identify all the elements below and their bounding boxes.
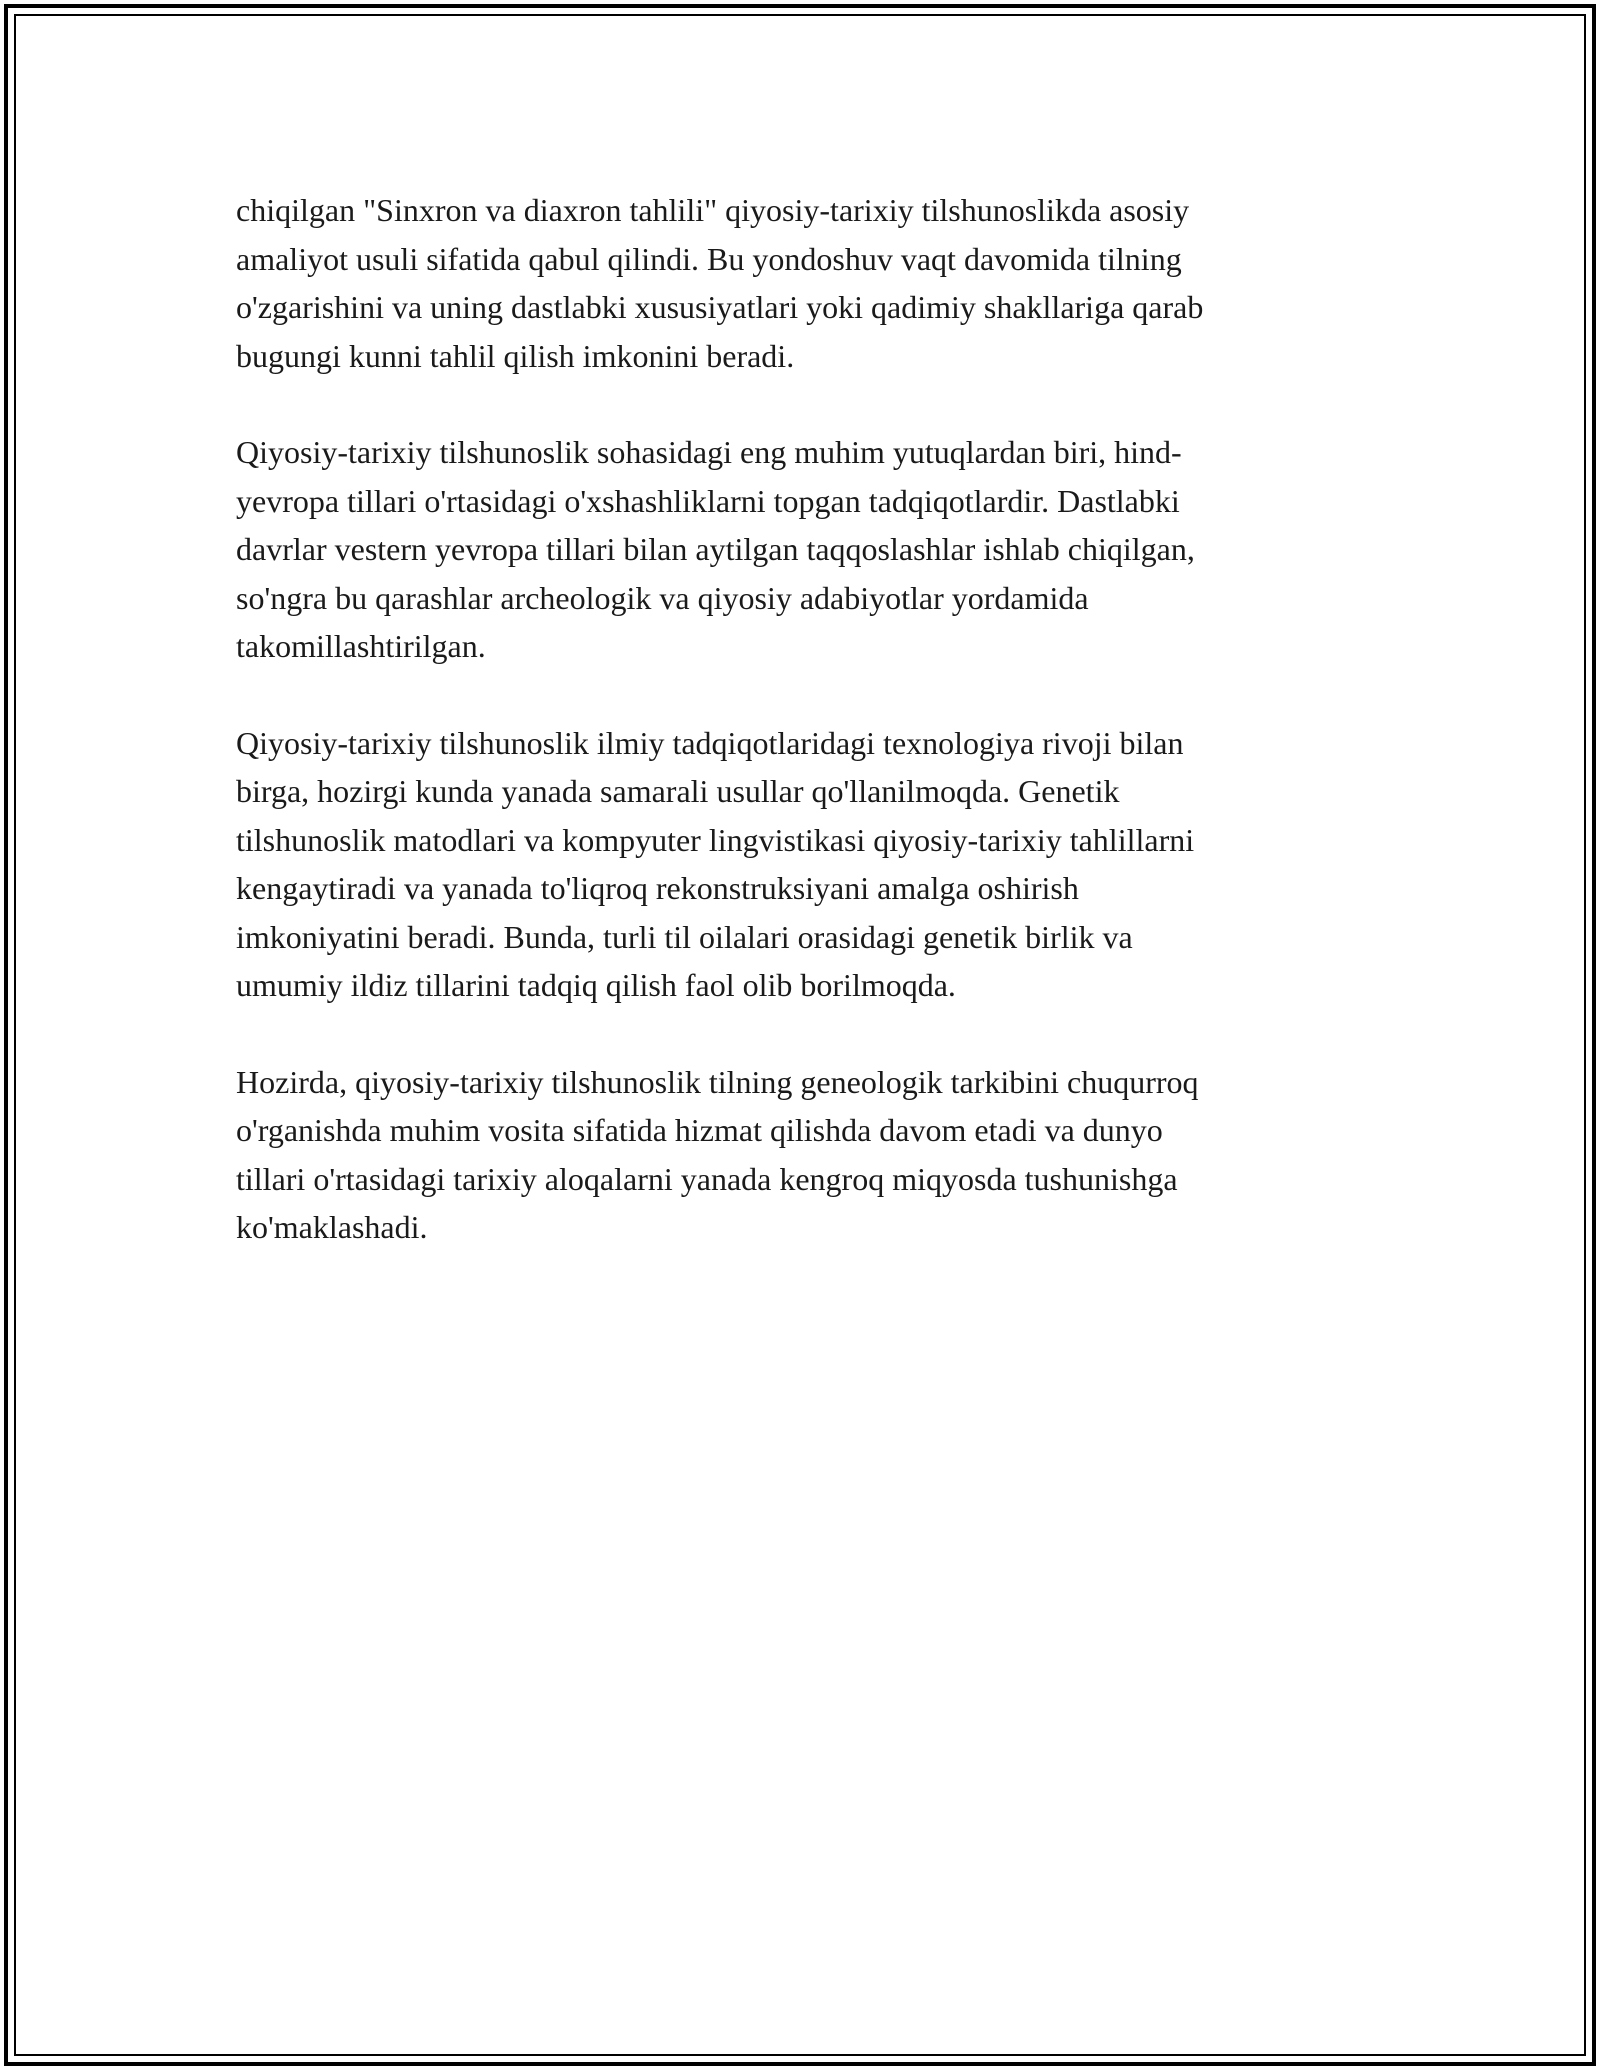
document-body [236, 186, 1366, 1300]
paragraph-1: chiqilgan "Sinxron va diaxron tahlili" qiyosiy-tarixiy tilshunoslikda asosiy amaliyot usuli sifatida qabul qilindi. Bu yondoshuv vaqt davomida tilning o'zgarishini va uning dastlabki xususiyatlari yoki qadimiy shakllariga qarab bugungi kunni tahlil qilish imkonini beradi. [236, 192, 1204, 374]
paragraph-2: Qiyosiy-tarixiy tilshunoslik sohasidagi eng muhim yutuqlardan biri, hind- yevropa tillari o'rtasidagi o'xshashliklarni topgan tadqiqotlardir. Dastlabki davrlar vestern yevropa tillari bilan aytilgan taqqoslashlar ishlab chiqilgan, so'ngra bu qarashlar archeologik va qiyosiy adabiyotlar yordamida takomillashtirilgan. [236, 434, 1195, 664]
paragraph-4: Hozirda, qiyosiy-tarixiy tilshunoslik tilning geneologik tarkibini chuqurroq o'rganishda muhim vosita sifatida hizmat qilishda davom etadi va dunyo tillari o'rtasidagi tarixiy aloqalarni yanada kengroq miqyosda tushunishga ko'maklashadi. [236, 1063, 1199, 1245]
paragraph-3: Qiyosiy-tarixiy tilshunoslik ilmiy tadqiqotlaridagi texnologiya rivoji bilan birga, hozirgi kunda yanada samarali usullar qo'llanilmoqda. Genetik tilshunoslik matodlari va kompyuter lingvistikasi qiyosiy-tarixiy tahlillarni kengaytiradi va yanada to'liqroq rekonstruksiyani amalga oshirish imkoniyatini beradi. Bunda, turli til oilalari orasidagi genetik birlik va umumiy ildiz tillarini tadqiq qilish faol olib borilmoqda. [236, 724, 1195, 1003]
